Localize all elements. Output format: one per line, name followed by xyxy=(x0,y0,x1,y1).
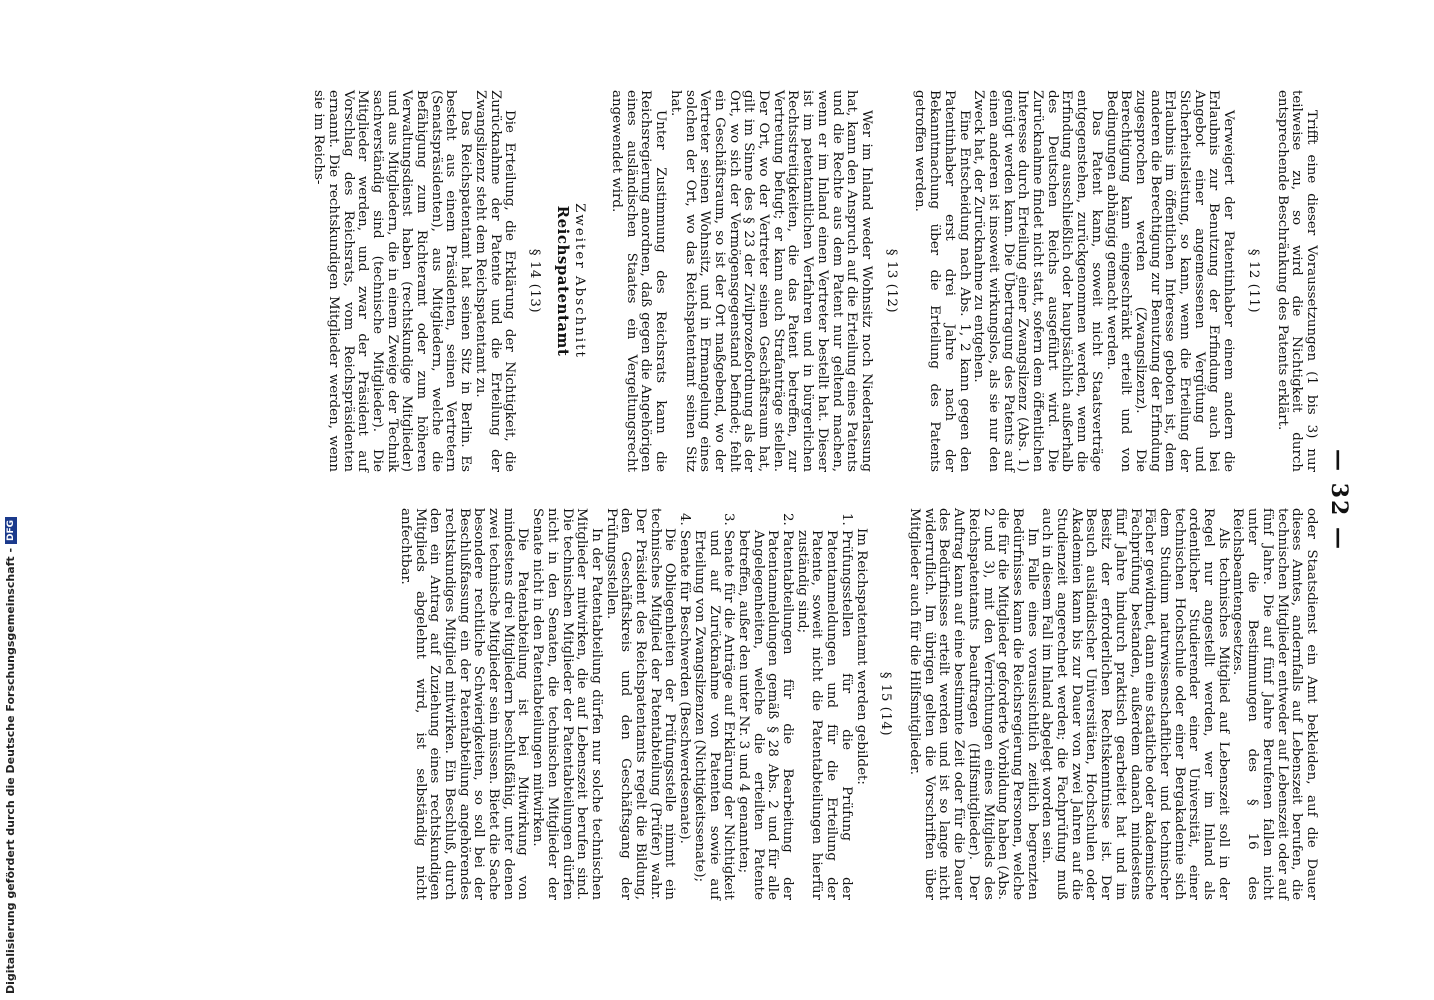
page-number: — 32 — xyxy=(1326,449,1352,551)
paragraph: In der Patentabteilung dürfen nur solche technischen Mitglieder mitwirken, die auf Lebenszeit berufen sind. Die technischen Mitglieder der Patentabteilungen dürfen nicht in den Senaten, die technischen Mitglieder der Senate nicht in den Patentabteilungen mitwirken. xyxy=(530,508,604,900)
section-15-heading: § 15 (14) xyxy=(878,671,894,737)
paragraph: Die Obliegenheiten der Prüfungsstelle nimmt ein technisches Mitglied der Patentabteilung (Prüfer) wahr. Der Präsident des Reichspatentamts regelt die Bildung, den Geschäftskreis und den Geschäftsgang der Prüfungsstellen. xyxy=(603,508,678,900)
paragraph: Unter Zustimmung des Reichsrats kann die Reichsregierung anordnen, daß gegen die Angehörigen eines ausländischen Staates ein Vergeltungsrecht angewendet wird. xyxy=(609,90,669,472)
list-item: 1. Prüfungsstellen für die Prüfung der Patentanmeldungen und für die Erteilung der Patente, soweit nicht die Patentabteilungen hierfür zuständig sind; xyxy=(794,530,853,900)
continued-paragraph: oder Staatsdienst ein Amt bekleiden, auf die Dauer dieses Amtes, andernfalls auf Lebenszeit berufen, die technischen Mitglieder entweder auf Lebenszeit oder auf fünf Jahre. Die auf fünf Jahre Berufenen fallen nicht unter die Bestimmungen des § 16 des Reichsbeamtengesetzes. xyxy=(1230,508,1319,900)
paragraph: Das Patent kann, soweit nicht Staatsverträge entgegenstehen, zurückgenommen werden, wenn die Erfindung ausschließlich oder hauptsächlich außerhalb des Deutschen Reichs ausgeführt wird. Die Zurücknahme findet nicht statt, sofern dem öffentlichen Interesse durch Erteilung einer Zwangslizenz (Abs. 1) genügt werden kann. Die Übertragung des Patents auf einen anderen ist insoweit wirkungslos, als sie nur den Zweck hat, der Zurücknahme zu entgehen. xyxy=(971,90,1104,472)
left-column xyxy=(310,90,1318,472)
digitization-credit xyxy=(4,519,18,994)
list-item: 2. Patentabteilungen für die Bearbeitung der Patentanmeldungen gemäß § 28 Abs. 2 und für alle Angelegenheiten, welche die erteilten Patente betreffen, außer den unter Nr. 3 und 4 genannten; xyxy=(735,530,794,900)
list-intro: Im Reichspatentamt werden gebildet: xyxy=(853,528,869,785)
credit-text: Digitalisierung gefördert durch die Deutsche Forschungsgemeinschaft - xyxy=(4,547,17,994)
section-15-list xyxy=(676,508,852,900)
paragraph: Die Patentabteilung ist bei Mitwirkung von mindestens drei Mitgliedern beschlußfähig, unter denen zwei technische Mitglieder sein müssen. Bietet die Sache besondere rechtliche Schwierigkeiten, so soll bei der Beschlußfassung ein der Patentabteilung angehörendes rechtskundiges Mitglied mitwirken. Ein Beschluß, durch den ein Antrag auf Zuziehung eines rechtskundigen Mitglieds abgelehnt wird, ist selbständig nicht anfechtbar. xyxy=(397,508,531,900)
chapter-label: Zweiter Abschnitt xyxy=(572,203,588,359)
right-column xyxy=(397,508,1318,900)
chapter-title: Reichspatentamt xyxy=(553,205,572,357)
list-item: 4. Senate für Beschwerden (Beschwerdesenate). xyxy=(676,530,691,900)
section-13-heading: § 13 (12) xyxy=(883,248,899,314)
list-item: 3. Senate für die Anträge auf Erklärung der Nichtigkeit und auf Zurücknahme von Patenten sowie auf Erteilung von Zwangslizenzen (Nichtigkeitssenate); xyxy=(691,530,735,900)
paragraph: Im Falle eines voraussichtlich zeitlich begrenzten Bedürfnisses kann die Reichsregierung Personen, welche die für die Mitglieder geforderte Vorbildung haben (Abs. 2 und 3), mit den Verrichtungen eines Mitglieds des Reichspatentamts beauftragen (Hilfsmitglieder). Der Auftrag kann auf eine bestimmte Zeit oder für die Dauer des Bedürfnisses erteilt werden und ist so lange nicht widerruflich. Im übrigen gelten die Vorschriften über Mitglieder auch für die Hilfsmitglieder. xyxy=(907,508,1040,900)
paragraph: Wer im Inland weder Wohnsitz noch Niederlassung hat, kann den Anspruch auf die Erteilung eines Patents und die Rechte aus dem Patent nur geltend machen, wenn er im Inland einen Vertreter bestellt hat. Dieser ist im patentamtlichen Verfahren und in bürgerlichen Rechtsstreitigkeiten, die das Patent betreffen, zur Vertretung befugt; er kann auch Strafanträge stellen. Der Ort, wo der Vertreter seinen Geschäftsraum hat, gilt im Sinne des § 23 der Zivilprozeßordnung als der Ort, wo sich der Vermögensgegenstand befindet; fehlt ein Geschäftsraum, so ist der Ort maßgebend, wo der Vertreter seinen Wohnsitz, und in Ermangelung eines solchen der Ort, wo das Reichspatentamt seinen Sitz hat. xyxy=(667,90,875,472)
paragraph: Die Erteilung, die Erklärung der Nichtigkeit, die Zurücknahme der Patente und die Erteilung der Zwangslizenz steht dem Reichspatentamt zu. xyxy=(472,90,518,472)
paragraph: Das Reichspatentamt hat seinen Sitz in Berlin. Es besteht aus einem Präsidenten, seinen Vertretern (Senatspräsidenten), aus Mitgliedern, welche die Befähigung zum Richteramt oder zum höheren Verwaltungsdienst haben (rechtskundige Mitglieder) und aus Mitgliedern, die in einem Zweige der Technik sachverständig sind (technische Mitglieder). Die Mitglieder werden, und zwar der Präsident auf Vorschlag des Reichsrats, vom Reichspräsidenten ernannt. Die rechtskundigen Mitglieder werden, wenn sie im Reichs- xyxy=(311,90,474,472)
paragraph: Als technisches Mitglied auf Lebenszeit soll in der Regel nur angestellt werden, wer im Inland als ordentlicher Studierender einer Universität, einer technischen Hochschule oder einer Bergakademie sich dem Studium naturwissenschaftlicher und technischer Fächer gewidmet, dann eine staatliche oder akademische Fachprüfung bestanden, außerdem danach mindestens fünf Jahre hindurch praktisch gearbeitet hat und im Besitz der erforderlichen Rechtskenntnisse ist. Der Besuch ausländischer Universitäten, Hochschulen oder Akademien kann bis zur Dauer von zwei Jahren auf die Studienzeit angerechnet werden; die Fachprüfung muß auch in diesem Fall im Inland abgelegt worden sein. xyxy=(1039,508,1231,900)
section-12-heading: § 12 (11) xyxy=(1245,248,1261,314)
section-14-heading: § 14 (13) xyxy=(526,248,542,314)
intro-paragraph: Trifft eine dieser Voraussetzungen (1 bis 3) nur teilweise zu, so wird die Nichtigkeit durch entsprechende Beschränkung des Patents erklärt. xyxy=(1274,90,1319,472)
paragraph: Eine Entscheidung nach Abs. 1, 2 kann gegen den Patentinhaber erst drei Jahre nach der Bekanntmachung über die Erteilung des Patents getroffen werden. xyxy=(912,90,972,472)
dfg-logo: DFG xyxy=(5,517,17,544)
paragraph: Verweigert der Patentinhaber einem andern die Erlaubnis zur Benutzung der Erfindung auch bei Angebot einer angemessenen Vergütung und Sicherheitsleistung, so kann, wenn die Erteilung der Erlaubnis im öffentlichen Interesse geboten ist, dem anderen die Berechtigung zur Benutzung der Erfindung zugesprochen werden (Zwangslizenz). Die Berechtigung kann eingeschränkt erteilt und von Bedingungen abhängig gemacht werden. xyxy=(1103,90,1237,472)
